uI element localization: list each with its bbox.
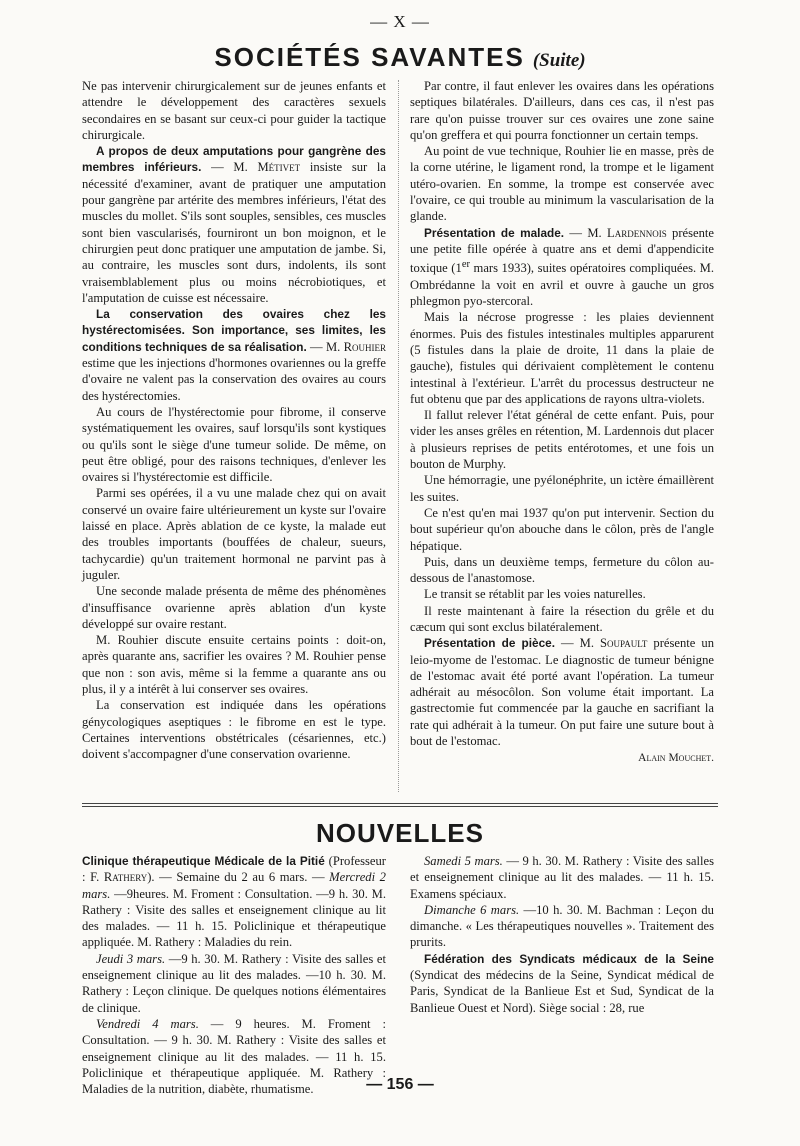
paragraph-text: —9 h. 30. M. Rathery : Visite des salles et enseignement clinique au lit des malades. —10 h. 30. M. Rathery : Leçon clinique. De quelques notions élémentaires de clinique. xyxy=(82,951,386,1015)
paragraph: M. Rouhier discute ensuite certains points : doit-on, après quarante ans, sacrifier les ovaires ? M. Rouhier pense que non : son avis, même si la femme a quarante ans ou plus, il y a intérêt à lui conserver ses ovaires. xyxy=(82,633,386,696)
section-title-suite: (Suite) xyxy=(532,50,586,71)
subheading: La conservation des ovaires chez les hystérectomisées. Son importance, ses limites, les conditions techniques de sa réalisation. xyxy=(82,307,386,354)
paragraph-text: insiste sur la nécessité d'examiner, avant de pratiquer une amputation pour gangrène par artérite des membres inférieurs, l'état des muscles du mollet. S'ils sont souples, sensibles, ces muscles sont bien vascularisés, fourniront un bon moignon, et le chirurgien peut donc pratiquer une amputation de jambe. Si, au contraire, les muscles sont durs, indolents, ils sont vraisemblablement plus ou moins nécrobiotiques, et l'amputation de cuisse est nécessaire. xyxy=(82,160,387,305)
paragraph: Il reste maintenant à faire la résection du grêle et du cæcum qui sont exclus bilatéralement. xyxy=(410,603,714,634)
paragraph: Une hémorragie, une pyélonéphrite, un ictère émaillèrent les suites. xyxy=(410,473,714,504)
professor-name: Rathery xyxy=(103,870,148,885)
paragraph-text: estime que les injections d'hormones ovariennes ou la greffe d'ovaire ne valent pas la conservation des ovaires au cours des hystérectomies. xyxy=(82,356,386,403)
author-name: M. Métivet xyxy=(233,160,301,175)
paragraph: Une seconde malade présenta de même des phénomènes d'insuffisance ovarienne après ablation d'un kyste développé sur ovaire restant. xyxy=(82,584,386,631)
nouvelles-column-right xyxy=(410,853,714,1016)
paragraph: Ne pas intervenir chirurgicalement sur de jeunes enfants et attendre le développement des caractères sexuels secondaires en se basant sur ceux-ci pour guider la tactique chirurgicale. xyxy=(82,79,386,142)
paragraph-text: (Professeur : F. xyxy=(82,854,386,885)
paragraph: Ce n'est qu'en mai 1937 qu'on put intervenir. Section du bout supérieur qu'on abouche dans le côlon, près de l'angle hépatique. xyxy=(410,505,714,553)
column-divider xyxy=(398,80,399,792)
paragraph-clinique xyxy=(82,853,386,951)
paragraph-dimanche xyxy=(410,902,714,951)
paragraph-text: ). — Semaine du 2 au 6 mars. — xyxy=(147,870,325,885)
paragraph-text: mars 1933), suites opératoires compliquées. M. Ombrédanne la voit en avril et ouvre à gauche un gros phlegmon pyo-stercoral. xyxy=(410,261,715,309)
nouvelles-title: NOUVELLES xyxy=(316,818,484,848)
signature: Alain Mouchet. xyxy=(638,752,714,765)
paragraph: Au point de vue technique, Rouhier lie en masse, près de la corne utérine, le ligament rond, la trompe et le ligament utéro-ovarien. En somme, la trompe est conservée avec l'ovaire, ce qui trouble au minimum la vascularisation de la glande. xyxy=(410,144,714,224)
subheading: Clinique thérapeutique Médicale de la Pitié xyxy=(82,854,325,868)
societes-column-right xyxy=(410,78,714,767)
paragraph: Au cours de l'hystérectomie pour fibrome, il conserve systématiquement les ovaires, sauf lorsqu'ils sont kystiques ou qu'ils sont le siège d'une tumeur solide. De même, on peut être obligé, pour des raisons techniques, d'enlever les ovaires si l'hystérectomie est difficile. xyxy=(82,404,386,485)
section-rule xyxy=(82,806,718,807)
nouvelles-column-left xyxy=(82,853,386,1097)
paragraph-samedi xyxy=(410,853,714,902)
paragraph: Par contre, il faut enlever les ovaires dans les opérations septiques bilatérales. D'ailleurs, dans ces cas, il n'est pas rare qu'on puisse trouver sur ces ovaires une zone saine qu'on greffera et qui pourra fonctionner un certain temps. xyxy=(410,79,714,142)
paragraph-amputations: A propos de deux amputations pour gangrène des membres inférieurs. — M. Métivet insiste sur la nécessité d'examiner, avant de pratiquer une amputation pour gangrène par artérite des membres inférieurs, l'état des muscles du mollet. S'ils sont souples, sensibles, ces muscles sont bien vascularisés, fourniront un bon moignon, et le chirurgien peut donc pratiquer une amputation de jambe. Si, au contraire, les muscles sont durs, indolents, ils sont vraisemblablement plus ou moins nécrobiotiques, et l'amputation de cuisse est nécessaire. xyxy=(82,144,387,305)
section-title xyxy=(0,42,800,73)
subheading: A propos de deux amputations pour gangrène des membres inférieurs. xyxy=(82,144,386,175)
day-label: Mercredi 2 mars. xyxy=(82,870,386,901)
day-label: Jeudi 3 mars. xyxy=(96,951,166,966)
section-number: — X — xyxy=(370,12,430,31)
author-name: M. Soupault xyxy=(579,636,648,651)
paragraph: Parmi ses opérées, il a vu une malade chez qui on avait conservé un ovaire faire ultérieurement un kyste sur l'ovaire laissé en place. Après ablation de ce kyste, la malade eut des troubles importants (bouffées de chaleur, sueurs, tachycardie) qu'un traitement hormonal ne parvint pas à juguler. xyxy=(82,486,386,582)
subheading: Présentation de malade. xyxy=(424,225,565,240)
superscript: er xyxy=(461,259,470,271)
paragraph-text: —10 h. 30. M. Bachman : Leçon du dimanche. « Les thérapeutiques nouvelles ». Traitement des prurits. xyxy=(410,902,714,950)
section-rule xyxy=(82,803,718,804)
page-number: — 156 — xyxy=(366,1076,434,1093)
paragraph-jeudi xyxy=(82,951,386,1016)
author-name: M. Rouhier xyxy=(325,339,386,354)
paragraph-presentation-piece: Présentation de pièce. — M. Soupault présente un leio-myome de l'estomac. Le diagnostic de tumeur bénigne de l'estomac avait été porté avant l'opération. La tumeur adhérait au mésocôlon. Son volume était important. La gastrectomie fut commencée par la gauche en sacrifiant la rate qui adhérait à la tumeur. On put faire une suture bout à bout de l'estomac. xyxy=(410,636,714,749)
paragraph-text: présente un leio-myome de l'estomac. Le diagnostic de tumeur bénigne de l'estomac avait été porté avant l'opération. La tumeur adhérait au mésocôlon. Son volume était important. La gastrectomie fut commencée par la gauche en sacrifiant la rate qui adhérait à la tumeur. On put faire une suture bout à bout de l'estomac. xyxy=(410,636,714,749)
paragraph: Puis, dans un deuxième temps, fermeture du côlon au-dessous de l'anastomose. xyxy=(410,554,714,586)
paragraph: Mais la nécrose progresse : les plaies deviennent énormes. Puis des fistules intestinales multiples apparurent (5 fistules dans la plaie de droite, 11 dans la plaie de gauche), fistules qui dérivaient complètement le contenu intestinal à l'extérieur. L'arrêt du processus destructeur ne fut obtenu que par des applications de rayons ultra-violets. xyxy=(410,310,714,406)
subheading: Fédération des Syndicats médicaux de la Seine xyxy=(424,951,714,966)
paragraph: Il fallut relever l'état général de cette enfant. Puis, pour vider les anses grêles en rétention, M. Lardennois dut placer à plusieurs reprises de petits entérotomes, et une fois un bouton de Murphy. xyxy=(410,408,714,472)
paragraph: Le transit se rétablit par les voies naturelles. xyxy=(424,587,646,602)
paragraph-presentation-malade: Présentation de malade. — M. Lardennois présente une petite fille opérée à quatre ans et demi d'appendicite toxique (1er mars 1933), suites opératoires compliquées. M. Ombrédanne la voit en avril et ouvre à gauche un gros phlegmon pyo-stercoral. xyxy=(410,225,715,309)
paragraph-text: — 9 heures. M. Froment : Consultation. — 9 h. 30. M. Rathery : Visite des salles et enseignement clinique au lit des malades. — 11 h. 15. Policlinique et thérapeutique appliquée. M. Rathery : Maladies de la nutrition, diabète, rhumatisme. xyxy=(82,1016,386,1097)
section-title-text: SOCIÉTÉS SAVANTES xyxy=(214,42,525,72)
paragraph-text: (Syndicat des médecins de la Seine, Syndicat médical de Paris, Syndicat de la Banlieue Est et Sud, Syndicat de la Banlieue Ouest et Nord). Siège social : 28, rue xyxy=(410,968,714,1015)
paragraph: La conservation est indiquée dans les opérations génycologiques aseptiques : le fibrome en est le type. Certaines interventions obstétricales (césariennes, etc.) doivent s'accompagner d'une conservation ovarienne. xyxy=(82,698,386,762)
paragraph-ovaires: La conservation des ovaires chez les hystérectomisées. Son importance, ses limites, les conditions techniques de sa réalisation. — M. Rouhier estime que les injections d'hormones ovariennes ou la greffe d'ovaire ne valent pas la conservation des ovaires au cours des hystérectomies. xyxy=(82,307,386,403)
day-label: Samedi 5 mars. xyxy=(424,854,503,868)
paragraph-text: —9heures. M. Froment : Consultation. —9 h. 30. M. Rathery : Visite des salles et enseignement clinique au lit des malades. — 11 h. 15. Policlinique et thérapeutique appliquée. M. Rathery : Maladies du rein. xyxy=(82,886,386,950)
societes-column-left xyxy=(82,78,386,762)
day-label: Dimanche 6 mars. xyxy=(424,902,520,917)
subheading: Présentation de pièce. xyxy=(424,636,555,651)
author-name: M. Lardennois xyxy=(587,225,667,240)
paragraph-federation xyxy=(410,951,714,1016)
paragraph-text: présente une petite fille opérée à quatre ans et demi d'appendicite toxique (1 xyxy=(410,225,714,276)
paragraph-text: — 9 h. 30. M. Rathery : Visite des salles et enseignement clinique au lit des malades. — 11 h. 15. Examens spéciaux. xyxy=(410,854,715,901)
day-label: Vendredi 4 mars. xyxy=(96,1016,199,1031)
